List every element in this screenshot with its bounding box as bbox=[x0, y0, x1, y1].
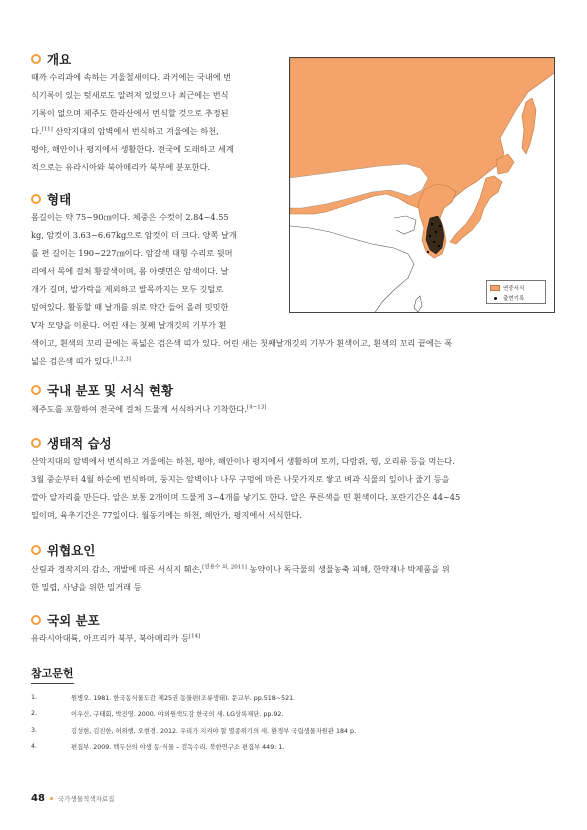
section-heading-threats bbox=[31, 541, 95, 559]
page-number: 48 bbox=[31, 793, 45, 804]
section-title: 생태적 습성 bbox=[47, 436, 112, 451]
dot-separator-icon bbox=[50, 797, 53, 800]
reference-number: 2. bbox=[31, 710, 38, 718]
text-line: 산악지대의 암벽에서 번식하고 겨울에는 하천, 평야, 해안이나 평지에서 생활하며 토끼, 다람쥐, 꿩, 오리류 등을 먹는다. bbox=[31, 456, 455, 466]
text-line: 한 밀렵, 사냥을 위한 밀거래 등 bbox=[31, 582, 142, 592]
reference-number: 4. bbox=[31, 743, 38, 751]
section-title: 형태 bbox=[47, 192, 72, 207]
ring-bullet-icon bbox=[31, 545, 41, 555]
reference-number: 3. bbox=[31, 726, 38, 734]
legend-label: 연중서식 bbox=[503, 286, 525, 292]
reference-item bbox=[31, 739, 551, 756]
text-line: 깔아 알자리를 만든다. 알은 보통 2개이며 드물게 3~4개를 낳기도 한다. 알은 푸른색을 띤 흰색이다. 포란기간은 44~45 bbox=[31, 492, 461, 502]
reference-item bbox=[31, 689, 551, 706]
text-fragment: 제주도를 포함하여 전국에 걸쳐 드물게 서식하거나 기착한다. bbox=[31, 404, 247, 414]
reference-item bbox=[31, 722, 551, 739]
coastline-china bbox=[290, 226, 414, 313]
record-dot bbox=[427, 251, 429, 253]
section-title: 국내 분포 및 서식 현황 bbox=[47, 383, 174, 398]
text-line: 덮여있다. 활동할 때 날개를 위로 약간 들어 올려 밋밋한 bbox=[31, 302, 229, 312]
text-line: kg, 암컷이 3.63~6.67kg으로 암컷이 더 크다. 양쪽 날개 bbox=[31, 230, 237, 240]
references-list bbox=[31, 689, 551, 755]
citation: [4~13] bbox=[246, 404, 267, 411]
section-heading-world bbox=[31, 611, 100, 629]
distribution-map bbox=[289, 57, 555, 313]
morphology-paragraph-continued bbox=[31, 334, 556, 370]
text-line: 리에서 목에 걸쳐 황갈색이며, 몸 아랫면은 암색이다. 날 bbox=[31, 266, 229, 276]
citation: [연용수 외, 2011] bbox=[202, 564, 247, 571]
morphology-paragraph bbox=[31, 208, 283, 334]
text-line: 식기록이 있는 텃새로도 알려져 있었으나 최근에는 번식 bbox=[31, 90, 229, 100]
section-heading-ecology bbox=[31, 434, 112, 452]
text-line: 평야, 해안이나 평지에서 생활한다. 전국에 도래하고 세계 bbox=[31, 144, 234, 154]
references-title: 참고문헌 bbox=[31, 665, 74, 684]
citation: [1,2,3] bbox=[112, 356, 131, 363]
text-fragment: 유라시아대륙, 아프리카 북부, 북아메리카 등 bbox=[31, 633, 189, 643]
orange-swatch-icon bbox=[490, 285, 500, 291]
map-svg bbox=[290, 58, 555, 313]
ring-bullet-icon bbox=[31, 385, 41, 395]
reference-text: 김성현, 김진한, 허위행, 오현경. 2012. 우리가 지켜야 할 멸종위기의 새. 환경부 국립생물자원관 184 p. bbox=[71, 727, 356, 735]
record-dot bbox=[429, 235, 431, 237]
text-line: 개가 길며, 발가락을 제외하고 발목까지는 모두 깃털로 bbox=[31, 284, 224, 294]
ring-bullet-icon bbox=[31, 438, 41, 448]
section-heading-overview bbox=[31, 50, 71, 68]
text-fragment: 다. bbox=[31, 126, 42, 136]
range-region-sakhalin bbox=[522, 98, 536, 154]
text-line: 일이며, 육추기간은 77일이다. 월동기에는 하천, 해안가, 평지에서 서식한다. bbox=[31, 510, 303, 520]
text-line: 몸길이는 약 75~90㎝이다. 체중은 수컷이 2.84~4.55 bbox=[31, 212, 229, 222]
text-line bbox=[31, 560, 556, 578]
publication-name: 국가생물적색자료집 bbox=[57, 795, 115, 803]
record-dot bbox=[435, 231, 437, 233]
record-dot bbox=[438, 245, 440, 247]
reference-number: 1. bbox=[31, 693, 38, 701]
text-line: 적으로는 유라시아와 북아메리카 북부에 분포한다. bbox=[31, 162, 211, 172]
legend-row-range bbox=[490, 283, 542, 293]
domestic-paragraph bbox=[31, 400, 556, 418]
world-paragraph bbox=[31, 629, 556, 647]
reference-text: 편집부. 2009. 백두산의 야생 동·식물 – 검독수리. 북한연구소 편집부 449: 1. bbox=[71, 744, 285, 752]
text-fragment: 산림과 경작지의 감소, 개발에 따른 서식지 훼손, bbox=[31, 564, 203, 574]
text-line bbox=[31, 400, 556, 418]
record-dot bbox=[439, 225, 441, 227]
coastline-shandong bbox=[394, 216, 416, 234]
dot-icon bbox=[490, 297, 500, 300]
text-line bbox=[31, 352, 556, 370]
section-title: 개요 bbox=[47, 52, 72, 67]
reference-text: 이우신, 구태회, 박진영. 2000. 야외원색도감 한국의 새. LG상록재단. pp.92. bbox=[71, 711, 284, 719]
text-fragment: 산악지대의 암벽에서 번식하고 겨울에는 하천, bbox=[52, 126, 219, 136]
legend-label: 출현기록 bbox=[503, 296, 525, 302]
ring-bullet-icon bbox=[31, 54, 41, 64]
ring-bullet-icon bbox=[31, 194, 41, 204]
overview-paragraph bbox=[31, 68, 283, 176]
text-line: 때까 수리과에 속하는 겨울철새이다. 과거에는 국내에 번 bbox=[31, 72, 232, 82]
text-line: 기록이 없으며 제주도 한라산에서 번식할 것으로 추정된 bbox=[31, 108, 229, 118]
section-heading-domestic bbox=[31, 381, 173, 399]
text-fragment: 넓은 검은색 띠가 있다. bbox=[31, 356, 113, 366]
ring-bullet-icon bbox=[31, 615, 41, 625]
reference-item bbox=[31, 706, 551, 723]
section-heading-morphology bbox=[31, 190, 71, 208]
text-line: 색이고, 흰색의 꼬리 끝에는 폭넓은 검은색 띠가 있다. 어린 새는 첫째날개깃의 기부가 흰색이고, 흰색의 꼬리 끝에는 폭 bbox=[31, 338, 453, 348]
record-dot bbox=[431, 223, 433, 225]
map-legend bbox=[486, 280, 546, 304]
text-line: 를 편 길이는 190~227㎝이다. 암갈색 대형 수리로 뒷머 bbox=[31, 248, 233, 258]
threats-paragraph bbox=[31, 560, 556, 596]
text-line bbox=[31, 629, 556, 647]
ecology-paragraph bbox=[31, 452, 556, 524]
reference-text: 원병오. 1981. 한국동식물도감 제25권 동물편(조류생태). 문교부. pp.518~521. bbox=[71, 694, 296, 702]
text-fragment: 농약이나 독극물의 생물농축 피해, 한약재나 박제품을 위 bbox=[246, 564, 450, 574]
record-dot bbox=[433, 241, 435, 243]
section-title: 국외 분포 bbox=[47, 613, 100, 628]
text-line bbox=[31, 122, 283, 140]
citation: [11] bbox=[41, 126, 53, 133]
citation: [14] bbox=[188, 633, 201, 640]
island-taiwan bbox=[414, 296, 422, 312]
page-footer bbox=[31, 793, 114, 804]
section-title: 위협요인 bbox=[47, 543, 96, 558]
text-line: 3월 중순부터 4월 하순에 번식하며, 둥지는 암벽이나 나무 구멍에 마른 나뭇가지로 쌓고 벼과 식물의 잎이나 줄기 등을 bbox=[31, 474, 450, 484]
text-line: V자 모양을 이룬다. 어린 새는 첫째 날개깃의 기부가 흰 bbox=[31, 320, 227, 330]
legend-row-record bbox=[490, 293, 542, 303]
